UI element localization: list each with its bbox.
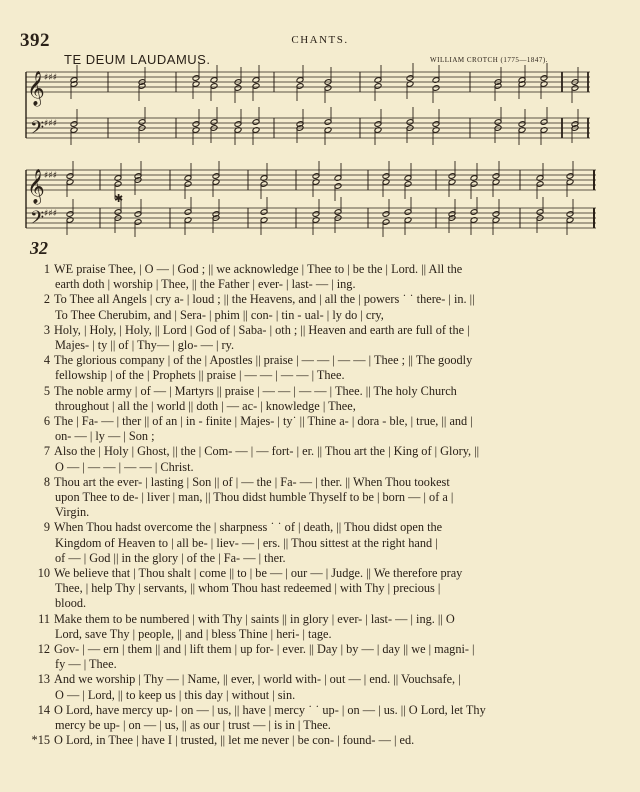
verse <box>26 612 604 642</box>
chant-title: TE DEUM LAUDAMUS. <box>64 52 211 67</box>
verse-line: O Lord, have mercy up- | on — | us, || have | mercy ˙ ˙ up- | on — | us. || O Lord, let Thy <box>54 702 486 717</box>
verse <box>26 703 604 733</box>
verse-number: 6 <box>43 414 50 429</box>
verse <box>26 262 604 292</box>
verse-number: 2 <box>43 292 50 307</box>
verse-number: 1 <box>43 262 50 276</box>
running-head: CHANTS. <box>291 34 349 46</box>
verse <box>26 672 604 702</box>
verse-line: O — | — — | — — | Christ. <box>55 459 194 474</box>
verse-line: Make them to be numbered | with Thy | saints || in glory | ever- | last- — | ing. || O <box>54 611 455 626</box>
verse-line: O — | Lord, || to keep us | this day | without | sin. <box>55 687 296 702</box>
key-signature-icon: ♯♯♯ <box>44 209 58 219</box>
composer-credit: WILLIAM CROTCH (1775—1847). <box>430 56 548 64</box>
verse-list <box>26 262 604 749</box>
verse-line: fy — | Thee. <box>55 657 117 672</box>
verse-line: And we worship | Thy — | Name, || ever, | world with- | out — | end. || Vouchsafe, | <box>54 672 461 687</box>
verse-line: fellowship | of the | Prophets || praise | — — | — — | Thee. <box>55 368 345 383</box>
verse-line: We believe that | Thou shalt | come || to | be — | our — | Judge. || We therefore pray <box>54 566 463 581</box>
verse-number: 12 <box>37 642 50 657</box>
verse-number: *15 <box>31 733 50 748</box>
verse-number: 3 <box>43 322 50 337</box>
verse-line: Virgin. <box>55 505 90 520</box>
verse-line: The noble army | of — | Martyrs || praise | — — | — — | Thee. || The holy Church <box>54 383 457 398</box>
verse <box>26 520 604 566</box>
verse-line: mercy be up- | on — | us, || as our | trust — | is in | Thee. <box>55 718 331 733</box>
verse <box>26 642 604 672</box>
verse-number: 14 <box>37 702 50 717</box>
verse-line: WE praise Thee, | O — | God ; || we acknowledge | Thee to | be the | Lord. || All the <box>54 262 463 276</box>
verse-line: Holy, | Holy, | Holy, || Lord | God of | Saba- | oth ; || Heaven and earth are full of the | <box>54 322 470 337</box>
verse-number: 5 <box>43 383 50 398</box>
verse-number: 7 <box>43 444 50 459</box>
verse-line: earth doth | worship | Thee, || the Father | ever- | last- — | ing. <box>55 277 356 292</box>
page-number: 392 <box>20 30 50 51</box>
verse-line: Thou art the ever- | lasting | Son || of | — the | Fa- — | ther. || When Thou tookest <box>54 474 450 489</box>
verse-line: Lord, save Thy | people, || and | bless Thine | heri- | tage. <box>55 626 332 641</box>
verse-line: To Thee Cherubim, and | Sera- | phim || con- | tin - ual- | ly do | cry, <box>55 307 384 322</box>
verse <box>26 566 604 612</box>
verse-line: of — | God || in the glory | of the | Fa- — | ther. <box>55 550 286 565</box>
verse-line: The glorious company | of the | Apostles || praise | — — | — — | Thee ; || The goodly <box>54 353 473 368</box>
verse-line: throughout | all the | world || doth | — ac- | knowledge | Thee, <box>55 398 356 413</box>
verse-line: To Thee all Angels | cry a- | loud ; || the Heavens, and | all the | powers ˙ ˙ there- | in. || <box>54 292 475 307</box>
treble-clef-icon: 𝄞 <box>27 71 45 106</box>
verse-number: 9 <box>43 520 50 535</box>
verse-number: 10 <box>37 566 50 581</box>
key-signature-icon: ♯♯♯ <box>44 171 58 181</box>
verse <box>26 475 604 521</box>
verse-line: on- — | ly — | Son ; <box>55 429 155 444</box>
key-signature-icon: ♯♯♯ <box>44 73 58 83</box>
verse <box>26 733 604 748</box>
verse <box>26 444 604 474</box>
verse-line: The | Fa- — | ther || of an | in - finite | Majes- | ty˙ || Thine a- | dora - ble, | true, || and | <box>54 414 473 429</box>
verse-line: Majes- | ty || of | Thy— | glo- — | ry. <box>55 338 235 353</box>
verse-line: upon Thee to de- | liver | man, || Thou didst humble Thyself to be | born — | of a | <box>55 490 454 505</box>
verse-number: 11 <box>38 611 50 626</box>
verse-line: Also the | Holy | Ghost, || the | Com- — | — fort- | er. || Thou art the | King of | Glory, || <box>54 444 480 459</box>
treble-clef-icon: 𝄞 <box>27 169 45 204</box>
verse-number: 13 <box>37 672 50 687</box>
verse <box>26 323 604 353</box>
verse <box>26 384 604 414</box>
verse-line: O Lord, in Thee | have I | trusted, || let me never | be con- | found- — | ed. <box>54 733 415 748</box>
verse-line: Thee, | help Thy | servants, || whom Thou hast redeemed | with Thy | precious | <box>55 581 441 596</box>
bass-clef-icon: 𝄢 <box>30 208 45 233</box>
verse-number: 4 <box>43 353 50 368</box>
asterisk-icon: ✱ <box>114 192 124 205</box>
verse-line: When Thou hadst overcome the | sharpness ˙ ˙ of | death, || Thou didst open the <box>54 520 443 535</box>
music-score <box>0 0 640 240</box>
key-signature-icon: ♯♯♯ <box>44 119 58 129</box>
verse-line: Kingdom of Heaven to | all be- | liev- — | ers. || Thou sittest at the right hand | <box>55 535 438 550</box>
bass-clef-icon: 𝄢 <box>30 118 45 143</box>
verse <box>26 414 604 444</box>
verse <box>26 292 604 322</box>
verse <box>26 353 604 383</box>
verse-line: blood. <box>55 596 87 611</box>
verse-number: 8 <box>43 474 50 489</box>
verse-line: Gov- | — ern | them || and | lift them | up for- | ever. || Day | by — | day || we | magni- | <box>54 642 475 657</box>
chant-number: 32 <box>30 238 48 258</box>
